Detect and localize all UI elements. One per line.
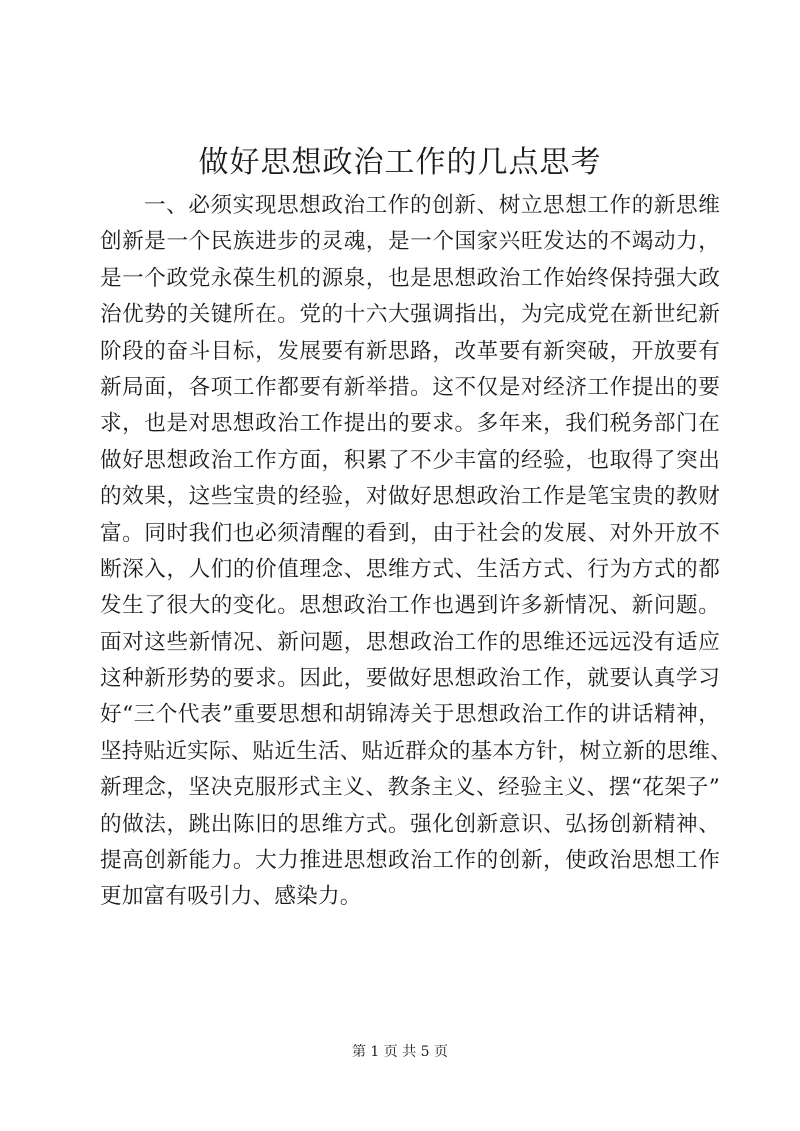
paragraph-line: 创新是一个民族进步的灵魂，是一个国家兴旺发达的不竭动力， [100, 229, 720, 255]
paragraph-line: 的效果，这些宝贵的经验，对做好思想政治工作是笔宝贵的教财 [100, 484, 720, 510]
paragraph-line: 阶段的奋斗目标，发展要有新思路，改革要有新突破，开放要有 [100, 338, 720, 364]
paragraph-line: 更加富有吸引力、感染力。 [100, 884, 362, 910]
section-heading: 一、必须实现思想政治工作的创新、树立思想工作的新思维 [144, 193, 720, 218]
paragraph-line: 坚持贴近实际、贴近生活、贴近群众的基本方针，树立新的思维、 [100, 738, 733, 764]
paragraph-line: 发生了很大的变化。思想政治工作也遇到许多新情况、新问题。 [100, 593, 720, 619]
paragraph-line: 是一个政党永葆生机的源泉，也是思想政治工作始终保持强大政 [100, 265, 720, 291]
paragraph-line: 求，也是对思想政治工作提出的要求。多年来，我们税务部门在 [100, 411, 720, 437]
paragraph-line: 治优势的关键所在。党的十六大强调指出，为完成党在新世纪新 [100, 302, 720, 328]
paragraph-line: 面对这些新情况、新问题，思想政治工作的思维还远远没有适应 [100, 629, 720, 655]
paragraph-line: 做好思想政治工作方面，积累了不少丰富的经验，也取得了突出 [100, 447, 720, 473]
page-footer [0, 1042, 800, 1062]
document-body [100, 188, 733, 916]
paragraph-line: 提高创新能力。大力推进思想政治工作的创新，使政治思想工作 [100, 848, 720, 874]
page-indicator: 第 1 页 共 5 页 [351, 1044, 449, 1060]
paragraph-line: 新局面，各项工作都要有新举措。这不仅是对经济工作提出的要 [100, 374, 720, 400]
paragraph-line: 好“三个代表”重要思想和胡锦涛关于思想政治工作的讲话精神， [100, 702, 720, 728]
paragraph-line: 的做法，跳出陈旧的思维方式。强化创新意识、弘扬创新精神、 [100, 811, 720, 837]
document-title: 做好思想政治工作的几点思考 [198, 145, 602, 180]
paragraph-line: 富。同时我们也必须清醒的看到，由于社会的发展、对外开放不 [100, 520, 720, 546]
paragraph-line: 断深入，人们的价值理念、思维方式、生活方式、行为方式的都 [100, 556, 720, 582]
paragraph-line: 新理念，坚决克服形式主义、教条主义、经验主义、摆“花架子” [100, 775, 720, 801]
paragraph-line: 这种新形势的要求。因此，要做好思想政治工作，就要认真学习 [100, 666, 720, 692]
